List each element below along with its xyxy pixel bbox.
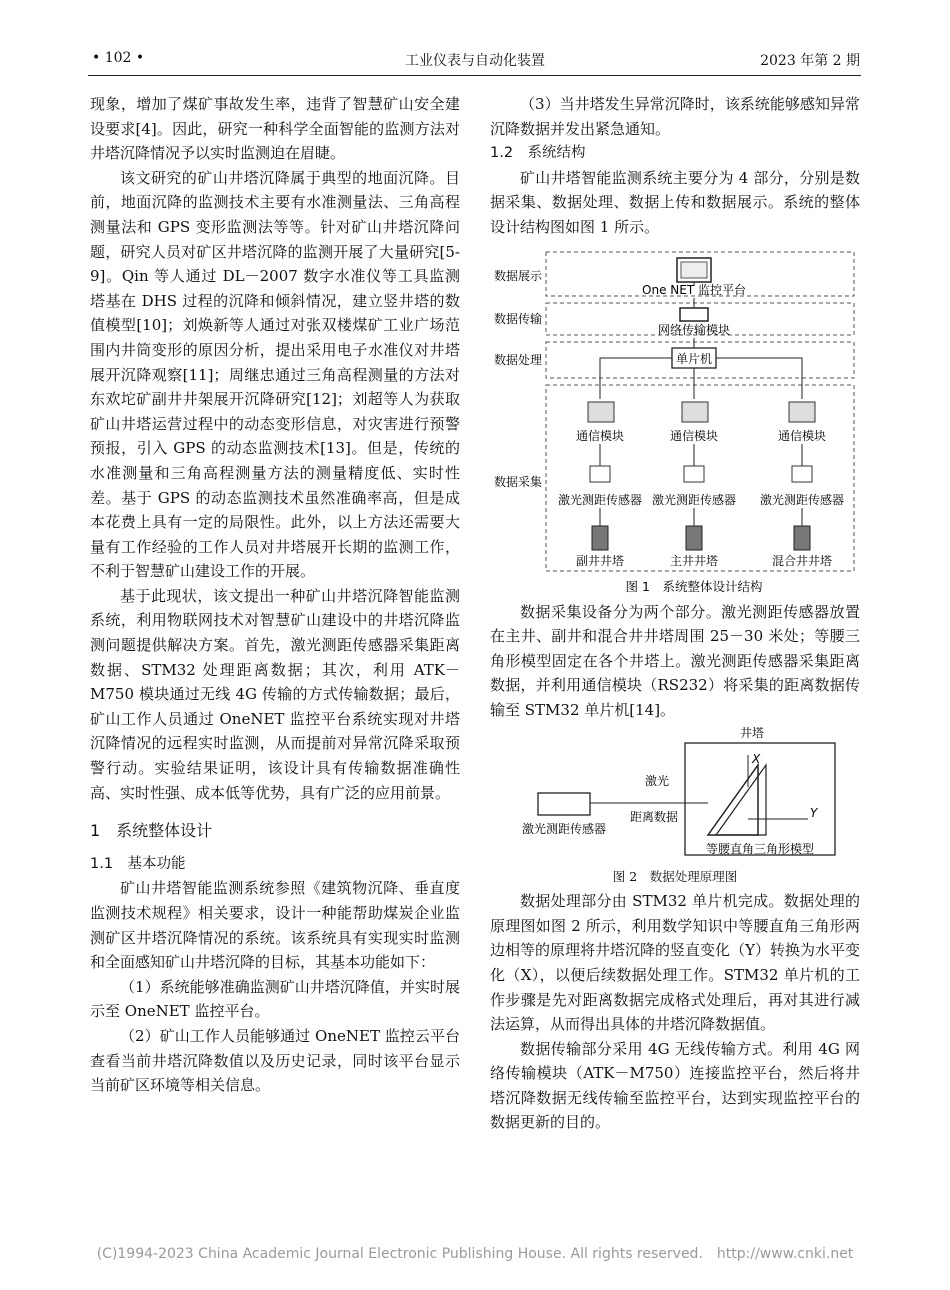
mcu-label: 单片机 bbox=[675, 351, 713, 366]
paragraph: 现象，增加了煤矿事故发生率，违背了智慧矿山安全建设要求[4]。因此，研究一种科学全面智能的监测方法对井塔沉降情况予以实时监测迫在眉睫。 bbox=[90, 95, 460, 163]
subsection-heading: 1.2 系统结构 bbox=[490, 145, 586, 162]
paragraph: 数据传输部分采用 4G 无线传输方式。利用 4G 网络传输模块（ATK－M750）连接监控平台，然后将井塔沉降数据无线传输至监控平台，达到实现监控平台的数据更新的目的。 bbox=[490, 1039, 860, 1132]
figure-1-caption: 图 1 系统整体设计结构 bbox=[625, 578, 763, 594]
y-axis-label: Y bbox=[810, 805, 818, 820]
header-rule bbox=[88, 75, 861, 76]
comm-module-label-1: 通信模块 bbox=[575, 428, 625, 443]
laser-sensor-icons bbox=[590, 466, 812, 482]
comm-module-icons bbox=[588, 402, 815, 422]
paragraph: 矿山井塔智能监测系统参照《建筑物沉降、垂直度监测技术规程》相关要求，设计一种能帮助煤炭企业监测矿区井塔沉降情况的系统。该系统具有实现实时监测和全面感知矿山井塔沉降的目标，其基本功能如下： bbox=[90, 879, 460, 972]
paragraph: 矿山井塔智能监测系统主要分为 4 部分，分别是数据采集、数据处理、数据上传和数据展示。系统的整体设计结构图如图 1 所示。 bbox=[490, 168, 860, 236]
laser-sensor-label-3: 激光测距传感器 bbox=[759, 492, 845, 507]
network-module-label: 网络传输模块 bbox=[657, 322, 731, 337]
laser-sensor-label-2: 激光测距传感器 bbox=[651, 492, 737, 507]
list-item: （1）系统能够准确监测矿山井塔沉降值，并实时展示至 OneNET 监控平台。 bbox=[90, 977, 460, 1021]
journal-name: 工业仪表与自动化装置 bbox=[405, 53, 545, 69]
monitor-icon bbox=[677, 258, 711, 286]
copyright-footer: (C)1994-2023 China Academic Journal Electronic Publishing House. All rights reserved. http://www.cnki.net bbox=[96, 1246, 854, 1262]
model-label: 等腰直角三角形模型 bbox=[705, 841, 815, 856]
isosceles-triangle-model bbox=[708, 765, 766, 835]
layer-process-label: 数据处理 bbox=[494, 352, 543, 367]
x-axis-label: X bbox=[752, 751, 761, 766]
paragraph: 数据处理部分由 STM32 单片机完成。数据处理的原理图如图 2 所示，利用数学知识中等腰直角三角形两边相等的原理将井塔沉降的竖直变化（Y）转换为水平变化（X），以便后续数据处理工作。STM32 单片机的工作步骤是先对距离数据完成格式处理后，再对其进行减法运算，从而得出具体的井塔沉降数据值。 bbox=[490, 892, 860, 1034]
laser-sensor-icon bbox=[538, 793, 590, 815]
tower-label-1: 副井井塔 bbox=[575, 553, 625, 568]
layer-collect-label: 数据采集 bbox=[494, 474, 543, 489]
tower-label-3: 混合井井塔 bbox=[771, 553, 833, 568]
figure-1-system-structure bbox=[490, 244, 860, 600]
left-column bbox=[90, 92, 460, 1098]
network-module-icon bbox=[680, 308, 708, 321]
tower-label-2: 主井井塔 bbox=[669, 553, 719, 568]
layer-display-label: 数据展示 bbox=[494, 268, 543, 283]
list-item: （2）矿山工作人员能够通过 OneNET 监控云平台查看当前井塔沉降数值以及历史记录，同时该平台显示当前矿区环境等相关信息。 bbox=[90, 1026, 460, 1095]
distance-label: 距离数据 bbox=[630, 809, 679, 824]
comm-module-label-3: 通信模块 bbox=[777, 428, 827, 443]
paragraph: 该文研究的矿山井塔沉降属于典型的地面沉降。目前，地面沉降的监测技术主要有水准测量法、三角高程测量法和 GPS 变形监测法等等。针对矿山井塔沉降问题，研究人员对矿区井塔沉降的监测开展了大量研究[5-9]。Qin 等人通过 DL－2007 数字水准仪等工具监测塔基在 DHS 过程的沉降和倾斜情况，建立竖井塔的数值模型[10]；刘焕新等人通过对张双楼煤矿工业广场范围内井筒变形的原因分析，提出采用电子水准仪对井塔展开沉降观察[11]；周继忠通过三角高程测量的方法对东欢坨矿副井井架展开沉降研究[12]；刘超等人为获取矿山井塔运营过程中的动态变形信息，对灾害进行预警预报，引入 GPS 的动态监测技术[13]。但是，传统的水准测量和三角高程测量方法的测量精度低、实时性差。基于 GPS 的动态监测技术虽然准确率高，但是成本花费上具有一定的局限性。此外，以上方法还需要大量有工作经验的工作人员对井塔展开长期的监测工作，不利于智慧矿山建设工作的开展。 bbox=[90, 168, 460, 581]
tower-icons bbox=[592, 526, 810, 550]
issue: 2023 年第 2 期 bbox=[760, 53, 860, 69]
laser-sensor-label-1: 激光测距传感器 bbox=[557, 492, 643, 507]
figure-2-principle bbox=[490, 725, 860, 865]
platform-label: One NET 监控平台 bbox=[642, 282, 746, 297]
paragraph: 数据采集设备分为两个部分。激光测距传感器放置在主井、副井和混合井井塔周围 25－30 米处；等腰三角形模型固定在各个井塔上。激光测距传感器采集距离数据，并利用通信模块（RS232）将采集的距离数据传输至 STM32 单片机[14]。 bbox=[490, 602, 860, 719]
right-column bbox=[490, 92, 860, 1135]
list-item: （3）当井塔发生异常沉降时，该系统能够感知异常沉降数据并发出紧急通知。 bbox=[490, 95, 860, 138]
layer-transfer-label: 数据传输 bbox=[494, 311, 543, 326]
tower-label: 井塔 bbox=[740, 725, 765, 740]
laser-sensor-label: 激光测距传感器 bbox=[521, 821, 607, 836]
figure-2-caption: 图 2 数据处理原理图 bbox=[612, 868, 738, 884]
page-number: • 102 • bbox=[92, 50, 145, 66]
paragraph: 基于此现状，该文提出一种矿山井塔沉降智能监测系统，利用物联网技术对智慧矿山建设中的井塔沉降监测问题提供解决方案。首先，激光测距传感器采集距离数据、STM32 处理距离数据；其次，利用 ATK－M750 模块通过无线 4G 传输的方式传输数据；最后，矿山工作人员通过 OneNET 监控平台系统实现对井塔沉降情况的远程实时监测，从而提前对异常沉降采取预警行动。实验结果证明，该设计具有传输数据准确性高、实时性强、成本低等优势，具有广泛的应用前景。 bbox=[90, 586, 460, 802]
laser-label: 激光 bbox=[645, 773, 670, 788]
subsection-heading: 1.1 基本功能 bbox=[90, 855, 186, 872]
comm-module-label-2: 通信模块 bbox=[669, 428, 719, 443]
section-heading: 1 系统整体设计 bbox=[90, 821, 213, 841]
